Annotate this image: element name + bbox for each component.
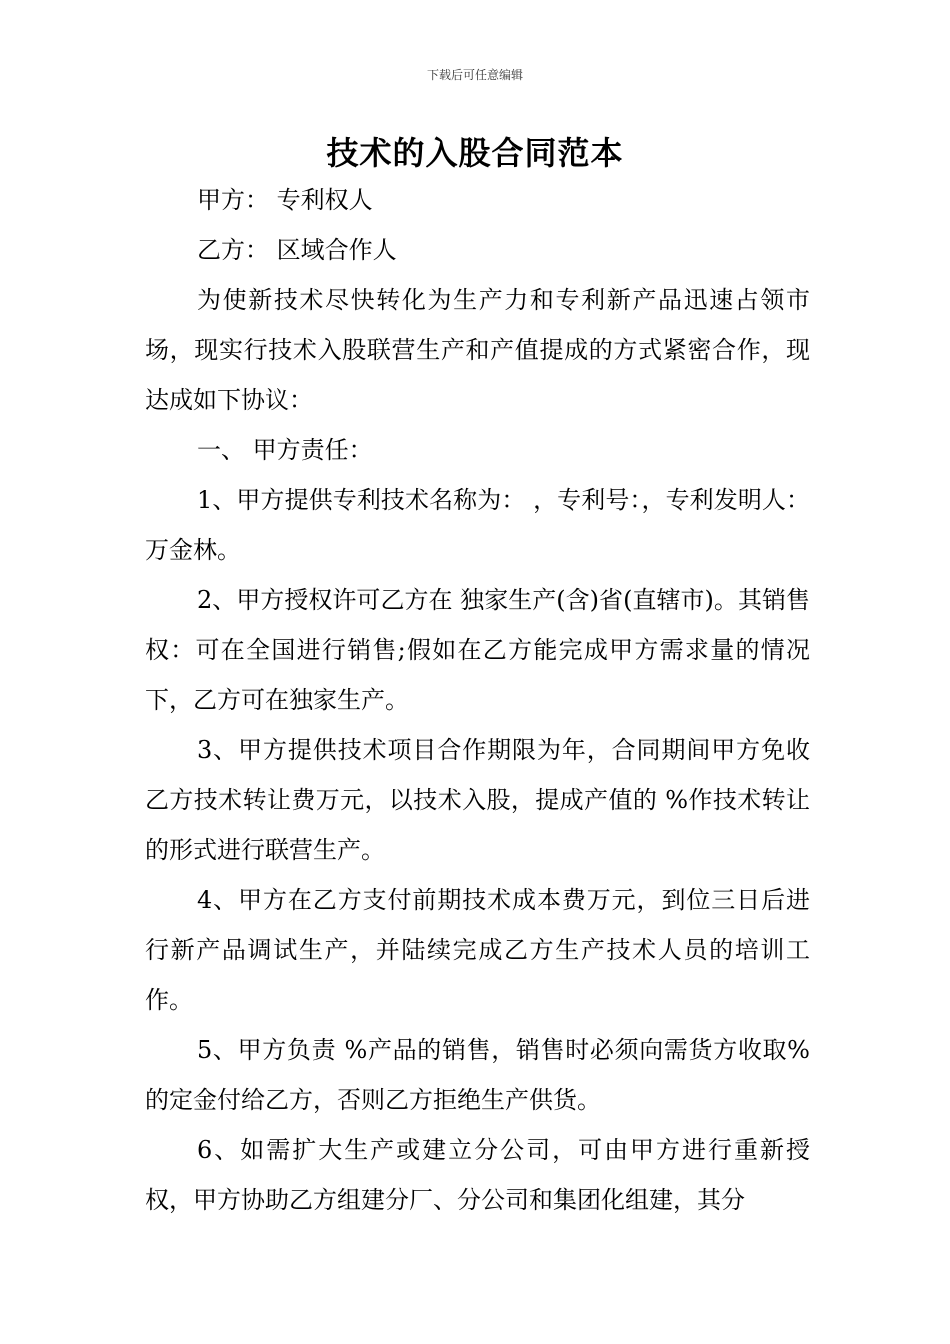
clause-5: 5、甲方负责 %产品的销售，销售时必须向需货方收取%的定金付给乙方，否则乙方拒绝生产供货。 — [145, 1036, 810, 1114]
party-a-line: 甲方： 专利权人 — [197, 186, 373, 214]
document-title: 技术的入股合同范本 — [326, 134, 624, 172]
clause-4: 4、甲方在乙方支付前期技术成本费万元，到位三日后进行新产品调试生产，并陆续完成乙方生产技术人员的培训工作。 — [145, 886, 810, 1014]
preamble-paragraph: 为使新技术尽快转化为生产力和专利新产品迅速占领市场，现实行技术入股联营生产和产值提成的方式紧密合作，现达成如下协议： — [145, 286, 810, 414]
party-b-line: 乙方： 区域合作人 — [197, 236, 397, 264]
clause-6: 6、如需扩大生产或建立分公司，可由甲方进行重新授权，甲方协助乙方组建分厂、分公司和集团化组建，其分 — [145, 1136, 810, 1214]
document-body — [145, 175, 810, 1225]
page-header-note: 下载后可任意编辑 — [426, 68, 523, 82]
clause-1: 1、甲方提供专利技术名称为： ，专利号：，专利发明人：万金林。 — [145, 486, 810, 564]
section-heading-party-a-duties: 一、 甲方责任： — [197, 436, 373, 464]
clause-2: 2、甲方授权许可乙方在 独家生产(含)省(直辖市)。其销售权：可在全国进行销售;假如在乙方能完成甲方需求量的情况下，乙方可在独家生产。 — [145, 586, 810, 714]
clause-3: 3、甲方提供技术项目合作期限为年，合同期间甲方免收乙方技术转让费万元，以技术入股，提成产值的 %作技术转让的形式进行联营生产。 — [145, 736, 810, 864]
